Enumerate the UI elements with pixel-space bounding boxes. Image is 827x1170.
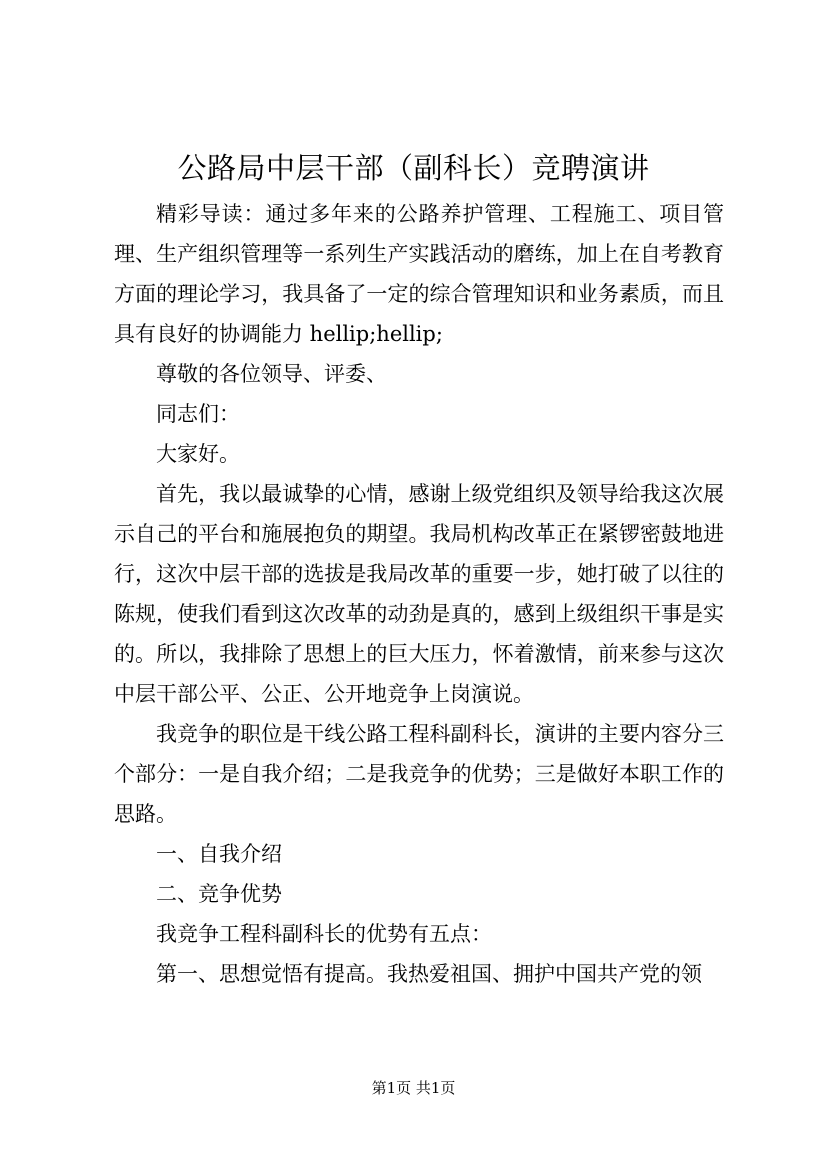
section-heading-2: 二、竞争优势 <box>156 882 282 906</box>
section-heading-1: 一、自我介绍 <box>156 842 282 866</box>
paragraph-first-point: 第一、思想觉悟有提高。我热爱祖国、拥护中国共产党的领 <box>156 962 702 986</box>
paragraph-salutation-2: 同志们： <box>156 402 240 426</box>
paragraph-intro: 精彩导读：通过多年来的公路养护管理、工程施工、项目管理、生产组织管理等一系列生产实践活动的磨练，加上在自考教育方面的理论学习，我具备了一定的综合管理知识和业务素质，而且具有良好的协调能力 hellip;hellip; <box>114 202 724 346</box>
paragraph-position: 我竞争的职位是干线公路工程科副科长，演讲的主要内容分三个部分：一是自我介绍；二是我竞争的优势；三是做好本职工作的思路。 <box>114 722 724 826</box>
paragraph-greeting: 大家好。 <box>156 442 240 466</box>
paragraph-salutation: 尊敬的各位领导、评委、 <box>156 362 387 386</box>
page-footer: 第1页 共1页 <box>371 1079 456 1097</box>
paragraph-thanks: 首先，我以最诚挚的心情，感谢上级党组织及领导给我这次展示自己的平台和施展抱负的期望。我局机构改革正在紧锣密鼓地进行，这次中层干部的选拔是我局改革的重要一步，她打破了以往的陈规，使我们看到这次改革的动劲是真的，感到上级组织干事是实的。所以，我排除了思想上的巨大压力，怀着激情，前来参与这次中层干部公平、公正、公开地竞争上岗演说。 <box>114 482 724 706</box>
paragraph-advantages: 我竞争工程科副科长的优势有五点： <box>156 922 492 946</box>
document-title: 公路局中层干部（副科长）竞聘演讲 <box>177 151 650 185</box>
document-body <box>114 194 724 994</box>
